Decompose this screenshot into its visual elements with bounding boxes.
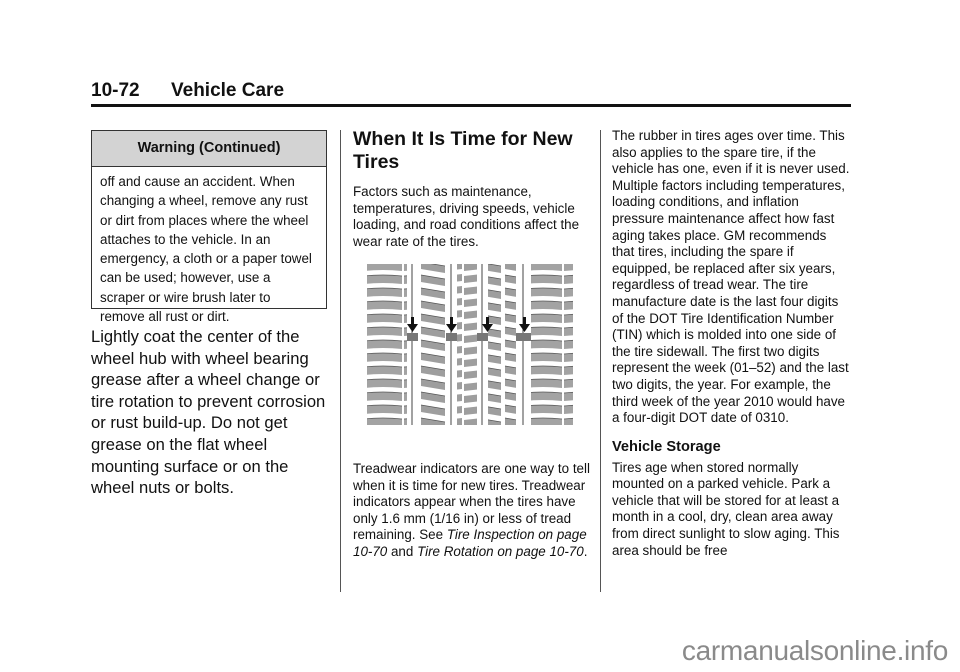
section-heading-new-tires: When It Is Time for New Tires — [353, 128, 573, 173]
tire-rotation-link[interactable]: Tire Rotation on page 10-70 — [417, 543, 584, 559]
column-divider-right — [600, 130, 601, 592]
vehicle-storage-paragraph: Tires age when stored normally mounted on a parked vehicle. Park a vehicle that will be stored for at least a month in a cool, dry, clean area away from direct sunlight to slow aging. This area should be free — [612, 459, 840, 558]
tread-rib-3 — [457, 264, 477, 425]
section-title: Vehicle Care — [171, 80, 285, 101]
treadwear-indicator-illustration — [363, 261, 578, 428]
column-divider-left — [340, 130, 341, 592]
tire-inspection-link[interactable]: Tire Inspection on page 10-70 — [353, 527, 587, 559]
tire-aging-paragraph: The rubber in tires ages over time. This also applies to the spare tire, if the vehicle has one, even if it is never used. Multiple factors including temperatures, loading conditions, and inflation pressure maintenance affect how fast aging takes place. GM recommends that tires, including the spare if equipped, be replaced after six years, regardless of tread wear. The tire manufacture date is the last four digits of the DOT Tire Identification Number (TIN) which is molded into one side of the tire sidewall. The first two digits represent the week (01–52) and the last two digits, the year. For example, the third week of the year 2010 would have a four-digit DOT date of 0310. — [612, 128, 850, 426]
and-text: and — [390, 543, 414, 559]
tread-rib-2 — [418, 264, 446, 425]
wear-bar-4 — [516, 333, 531, 341]
right-column — [612, 128, 852, 559]
wheel-hub-paragraph: Lightly coat the center of the wheel hub with wheel bearing grease after a wheel change or tire rotation to prevent corrosion or rust build-up. Do not get grease on the flat wheel mounting surface or on the wheel nuts or bolts. — [91, 327, 326, 498]
page-number: 10-72 — [91, 80, 140, 101]
wear-bar-1 — [407, 333, 418, 341]
warning-body: off and cause an accident. When changing a wheel, remove any rust or dirt from places where the wheel attaches to the vehicle. In an emergency, a cloth or a paper towel can be used; however, use a scraper or wire brush later to remove all rust or dirt. — [100, 174, 312, 325]
middle-column — [353, 128, 591, 559]
period-text: . — [583, 543, 588, 559]
treadwear-paragraph — [353, 461, 593, 561]
tread-rib-1 — [367, 264, 407, 425]
warning-box — [91, 130, 327, 325]
treadwear-text: Treadwear indicators are one way to tell when it is time for new tires. Treadwear indicators appear when the tires have only 1.6 mm (1/16 in) or less of tread remaining. See — [353, 461, 590, 543]
wear-factors-paragraph: Factors such as maintenance, temperatures, driving speeds, vehicle loading, and road conditions affect the wear rate of the tires. — [353, 184, 580, 249]
wear-bar-3 — [477, 333, 488, 341]
wear-bar-2 — [446, 333, 457, 341]
page-header — [91, 80, 851, 107]
tread-rib-4 — [488, 264, 516, 425]
warning-title: Warning (Continued) — [92, 131, 326, 167]
watermark: carmanualsonline.info — [681, 635, 948, 666]
vehicle-storage-heading: Vehicle Storage — [612, 438, 721, 455]
tread-rib-5 — [531, 264, 573, 425]
